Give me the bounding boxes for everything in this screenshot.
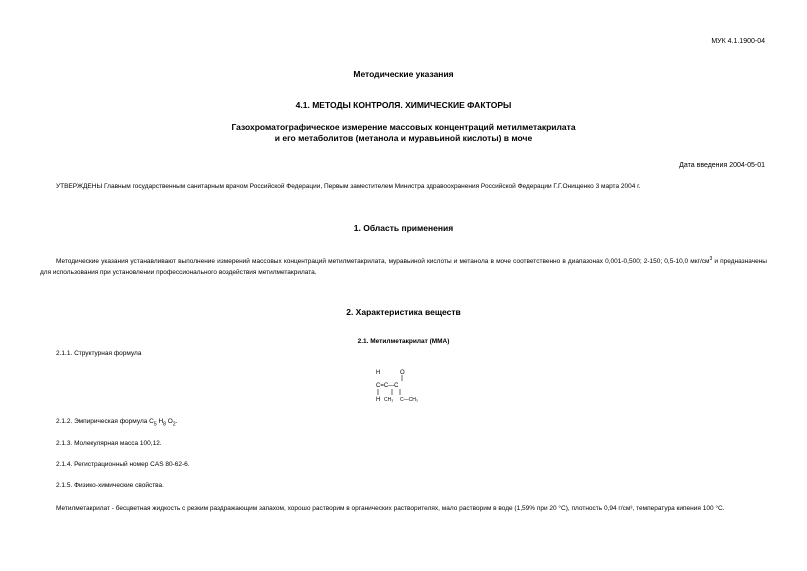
section1-paragraph: Методические указания устанавливают выполнение измерений массовых концентраций метилметакрилата, муравьиной кислоты и метанола в моче соответственно в диапазонах 0,001-0,500; 2-150; 0,5-10,0 мкг/$см^3$ и предназначены для использования при установлении профессионального воздействия метилметакрилата.	[40, 256, 767, 276]
section1-text-part1: Методические указания устанавливают выполнение измерений массовых концентраций метилметакрилата, муравьиной кислоты и метанола в моче соответственно в диапазонах 0,001-0,500; 2-150; 0,5-10,0 мкг/см	[56, 258, 710, 266]
document-title-line1: Газохроматографическое измерение массовых концентраций метилметакрилата	[231, 122, 576, 132]
empirical-prefix: 2.1.2. Эмпирическая формула C	[56, 418, 154, 425]
formula-ch3-left: CH₃	[384, 397, 394, 403]
subsection-2-1-heading: 2.1. Метилметакрилат (ММА)	[357, 338, 450, 345]
empirical-h-count: 8	[163, 421, 166, 428]
item-empirical-formula: 2.1.2. Эмпирическая формула $C_5$ $H_8$ $O_2$.	[56, 418, 178, 428]
item-cas-number: 2.1.4. Регистрационный номер CAS 80-62-6.	[56, 461, 190, 468]
empirical-c-count: 5	[153, 421, 157, 428]
formula-c-ch3-right: C—CH₃	[400, 397, 418, 403]
item-physical-properties: 2.1.5. Физико-химические свойства.	[56, 482, 164, 489]
empirical-o-count: 2	[172, 421, 176, 428]
formula-h-top: H	[376, 370, 381, 376]
formula-o-top: O	[400, 370, 405, 376]
section2-heading: 2. Характеристика веществ	[346, 307, 461, 317]
approval-statement: УТВЕРЖДЕНЫ Главным государственным санитарным врачом Российской Федерации, Первым заместителем Министра здравоохранения Российской Федерации Г.Г.Онищенко 3 марта 2004 г.	[56, 183, 641, 190]
empirical-o-label: O	[167, 418, 173, 425]
item-molecular-mass: 2.1.3. Молекулярная масса 100,12.	[56, 440, 162, 447]
formula-main-row: C=C—C	[376, 383, 399, 389]
item-structural-formula: 2.1.1. Структурная формула	[56, 350, 142, 357]
document-code: МУК 4.1.1900-04	[711, 38, 765, 45]
document-title	[0, 122, 807, 144]
document-type-heading: Методические указания	[353, 69, 454, 79]
structural-formula-diagram	[370, 364, 440, 406]
document-title-line2: и его метаболитов (метанола и муравьиной кислоты) в моче	[274, 133, 533, 143]
introduction-date: Дата введения 2004-05-01	[679, 162, 765, 169]
formula-h-bottom: H	[376, 397, 381, 403]
mma-description-paragraph: Метилметакрилат - бесцветная жидкость с резким раздражающим запахом, хорошо растворим в органических растворителях, мало растворим в воде (1,59% при 20 °С), плотность 0,94 г/см³, температура кипения 100 °С.	[56, 505, 725, 512]
section1-heading: 1. Область применения	[353, 223, 454, 233]
section1-text-part2: и предназначены для использования при установлении профессионального воздействия метилметакрилата.	[40, 258, 767, 276]
empirical-h-label: H	[158, 418, 164, 425]
category-heading: 4.1. МЕТОДЫ КОНТРОЛЯ. ХИМИЧЕСКИЕ ФАКТОРЫ	[295, 100, 512, 110]
